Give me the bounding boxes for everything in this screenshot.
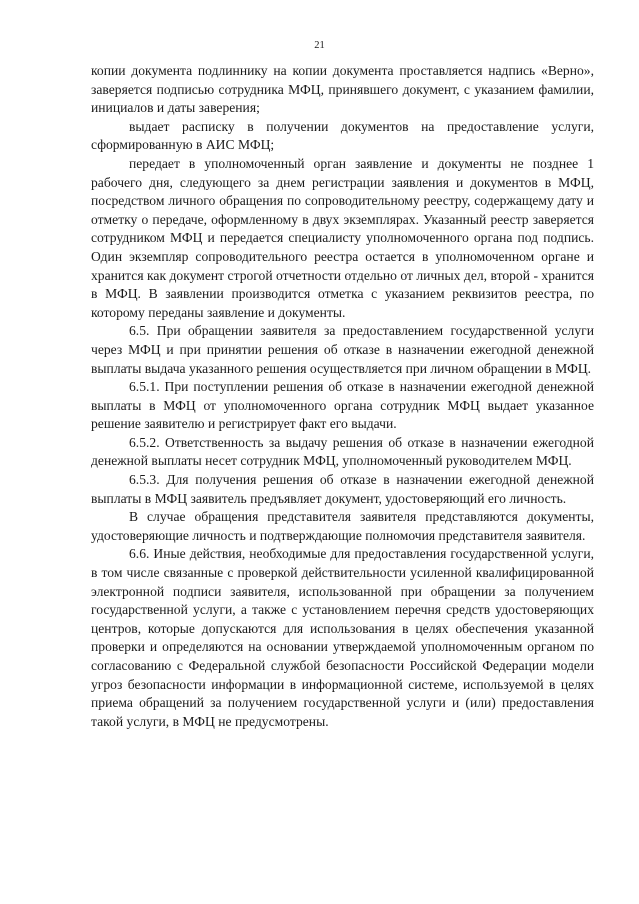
paragraph-transfer-register: передает в уполномоченный орган заявление и документы не позднее 1 рабочего дня, следующего за днем регистрации заявления и документов в МФЦ, посредством личного обращения по сопроводительному реестру, содержащему дату и отметку о передаче, оформленному в двух экземплярах. Указанный реестр заверяется сотрудником МФЦ и передается специалисту уполномоченного органа под подпись. Один экземпляр сопроводительного реестра остается в уполномоченном органе и хранится как документ строгой отчетности отдельно от личных дел, второй - хранится в МФЦ. В заявлении производится отметка с указанием реквизитов реестра, по которому переданы заявление и документы. xyxy=(91,155,594,320)
paragraph-certification: копии документа подлиннику на копии документа проставляется надпись «Верно», заверяется подписью сотрудника МФЦ, принявшего документ, с указанием фамилии, инициалов и даты заверения; xyxy=(91,63,594,116)
paragraph-representative: В случае обращения представителя заявителя представляются документы, удостоверяющие личность и подтверждающие полномочия представителя заявителя. xyxy=(91,509,594,543)
paragraph-6-5-2: 6.5.2. Ответственность за выдачу решения об отказе в назначении ежегодной денежной выплаты несет сотрудник МФЦ, уполномоченный руководителем МФЦ. xyxy=(91,434,594,469)
page-number: 21 xyxy=(314,40,325,51)
paragraph-6-5-1: 6.5.1. При поступлении решения об отказе в назначении ежегодной денежной выплаты в МФЦ от уполномоченного органа сотрудник МФЦ выдает указанное решение заявителю и регистрирует факт его выдачи. xyxy=(91,379,594,432)
paragraph-6-5: 6.5. При обращении заявителя за предоставлением государственной услуги через МФЦ и при принятии решения об отказе в назначении ежегодной денежной выплаты выдача указанного решения осуществляется при личном обращении в МФЦ. xyxy=(91,323,594,376)
paragraph-6-5-3: 6.5.3. Для получения решения об отказе в назначении ежегодной денежной выплаты в МФЦ заявитель предъявляет документ, удостоверяющий его личность. xyxy=(91,472,594,506)
paragraph-receipt: выдает расписку в получении документов на предоставление услуги, сформированную в АИС МФЦ; xyxy=(91,118,594,153)
paragraph-6-6: 6.6. Иные действия, необходимые для предоставления государственной услуги, в том числе связанные с проверкой действительности усиленной квалифицированной электронной подписи заявителя, использованной при обращении за получением государственной услуги, а также с установлением перечня средств удостоверяющих центров, которые допускаются для использования в целях обеспечения указанной проверки и определяются на основании утверждаемой уполномоченным органом по согласованию с Федеральной службой безопасности Российской Федерации модели угроз безопасности информации в информационной системе, используемой в целях приема обращений за получением государственной услуги и (или) предоставления такой услуги, в МФЦ не предусмотрены. xyxy=(91,546,594,729)
document-body xyxy=(91,62,594,731)
